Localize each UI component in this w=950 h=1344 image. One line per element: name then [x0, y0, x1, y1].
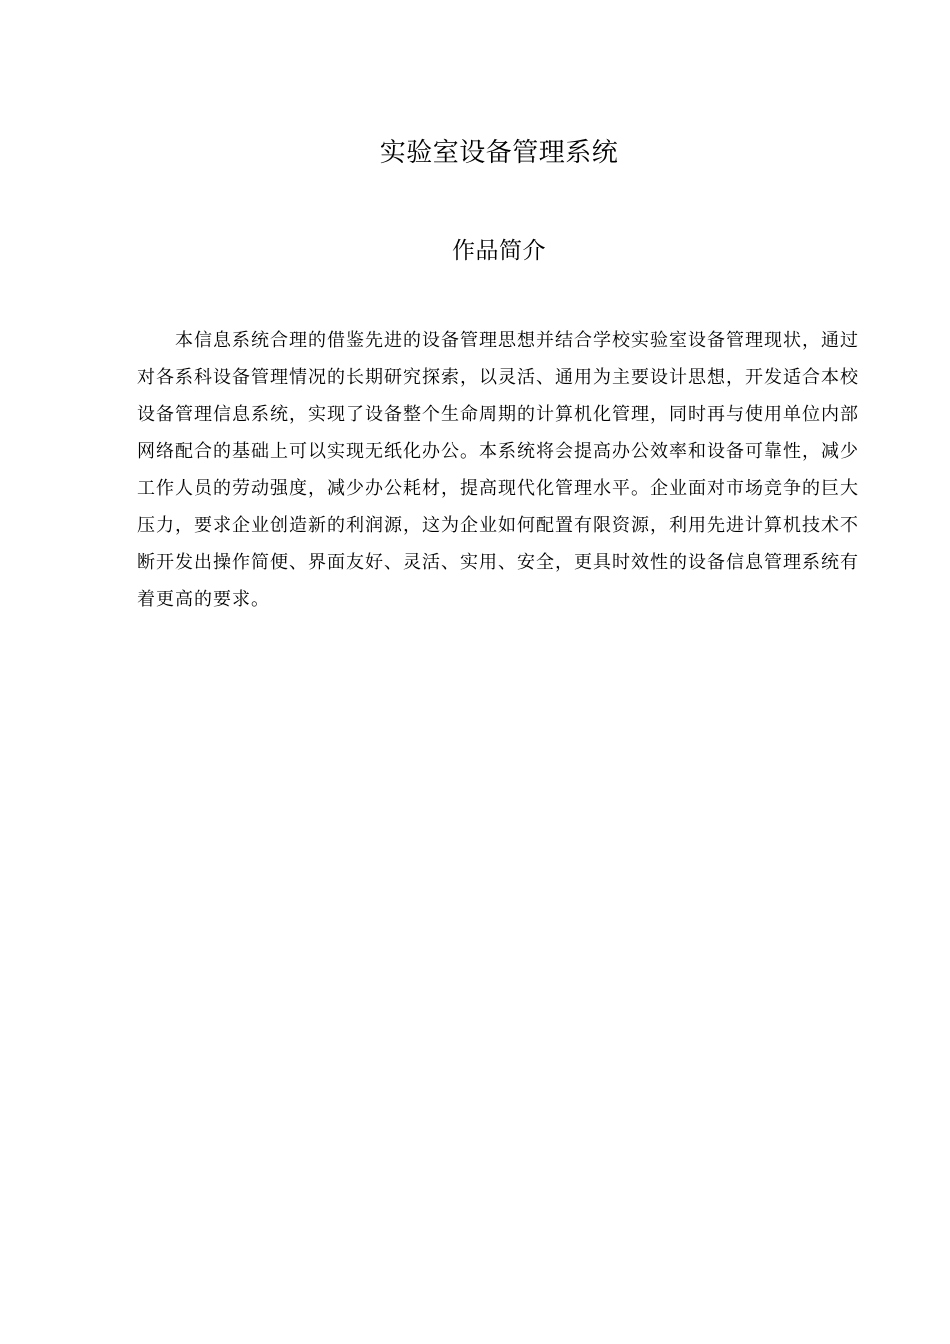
document-title: 实验室设备管理系统: [379, 138, 619, 168]
section-heading: 作品简介: [452, 238, 546, 264]
intro-paragraph: 本信息系统合理的借鉴先进的设备管理思想并结合学校实验室设备管理现状，通过对各系科设备管理情况的长期研究探索，以灵活、通用为主要设计思想，开发适合本校设备管理信息系统，实现了设备整个生命周期的计算机化管理，同时再与使用单位内部网络配合的基础上可以实现无纸化办公。本系统将会提高办公效率和设备可靠性，减少工作人员的劳动强度，减少办公耗材，提高现代化管理水平。企业面对市场竞争的巨大压力，要求企业创造新的利润源，这为企业如何配置有限资源，利用先进计算机技术不断开发出操作简便、界面友好、灵活、实用、安全，更具时效性的设备信息管理系统有着更高的要求。: [137, 330, 859, 610]
